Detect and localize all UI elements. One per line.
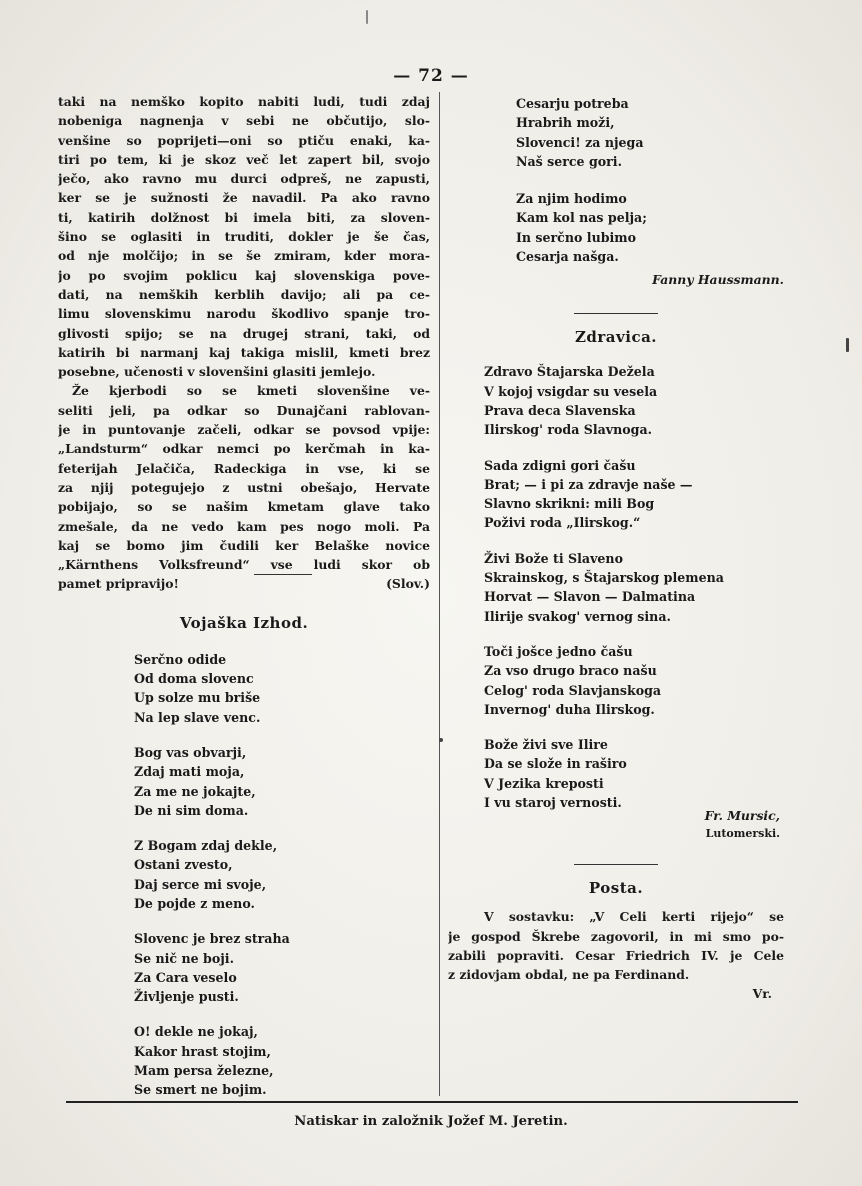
verse-line: Celog' roda Slavjanskoga [484, 682, 662, 698]
note-line: z zidovjam obdal, ne pa Ferdinand. [448, 967, 690, 983]
text-line: tiri po tem, ki je skoz več let zapert bil, svojo [58, 151, 430, 167]
verse-line: Cesarju potreba [516, 96, 629, 111]
stanza [134, 743, 430, 820]
verse-line: Kakor hrast stojim, [134, 1043, 271, 1059]
text-line: nobeniga nagnenja v sebi ne občutijo, slo- [58, 113, 430, 129]
text-line: kaj se bomo jim čudili ker Belaške novice [58, 537, 430, 553]
verse-line: Slavno skrikni: mili Bog [484, 496, 655, 512]
verse-line: Zdravo Štajarska Dežela [484, 364, 655, 380]
verse-line: Ostani zvesto, [134, 857, 233, 873]
verse-line: Ilirije svakog' vernog sina. [484, 608, 671, 624]
stanza [134, 650, 430, 727]
text-line: katirih bi narmanj kaj takiga mislil, kmeti brez [58, 344, 430, 360]
verse-line: Horvat — Slavon — Dalmatina [484, 589, 696, 605]
verse-line: Ilirskog' roda Slavnoga. [484, 422, 653, 438]
text-line: ječo, ako ravno mu durci odpreš, ne zapusti, [58, 171, 430, 187]
print-speck [366, 10, 368, 24]
footer-rule [66, 1101, 798, 1103]
text-line: jo po svojim poklicu kaj slovenskiga pove- [58, 267, 430, 283]
author-place: Lutomerski. [705, 827, 780, 841]
verse-line: V Jezika kreposti [484, 775, 604, 791]
verse-line: De ni sim doma. [134, 802, 249, 818]
verse-line: Invernog' duha Ilirskog. [484, 701, 655, 717]
print-speck [846, 338, 849, 352]
verse-line: O! dekle ne jokaj, [134, 1024, 258, 1040]
verse-line: Hrabrih moži, [516, 115, 615, 131]
text-line: venšine so popriјeti—oni so ptiču enaki, ka- [58, 132, 430, 148]
verse-line: V kojoj vsigdar su vesela [484, 383, 658, 399]
verse-line: Se nič ne boji. [134, 950, 234, 966]
verse-line: Mam persa železne, [134, 1063, 274, 1079]
text-line: feterijah Jelačiča, Radeckiga in vse, ki se [58, 460, 430, 476]
right-column [448, 94, 784, 1003]
stanza [516, 94, 784, 171]
note-signature: Vr. [752, 985, 772, 1001]
verse-line: Zdaj mati moja, [134, 764, 245, 780]
verse-line: Poživi roda „Ilirskog.“ [484, 515, 641, 531]
imprint-footer: Natiskar in založnik Jožef M. Jeretin. [294, 1114, 568, 1129]
text-line: posebne, učenosti v slovenšini glasiti jemlejo. [58, 364, 376, 380]
left-column [58, 92, 430, 1100]
text-line: šino se oglasiti in truditi, dokler je še čas, [58, 229, 430, 245]
stanza [484, 549, 784, 626]
author-haussmann: Fanny Haussmann. [652, 272, 784, 288]
article-end-text: pamet pripravijo! [58, 576, 179, 592]
verse-line: Za Cara veselo [134, 969, 237, 985]
text-line: taki na nemško kopito nabiti ludi, tudi zdaj [58, 94, 430, 109]
poem-zdravica [448, 362, 784, 812]
author-mursic: Fr. Mursic, [704, 808, 780, 824]
verse-line: Za vso drugo braco našu [484, 663, 657, 679]
column-divider [439, 92, 440, 1096]
verse-line: Naš serce gori. [516, 153, 622, 169]
text-line: zmešale, da ne vedo kam pes nogo moli. Pa [58, 518, 430, 534]
verse-line: Z Bogam zdaj dekle, [134, 838, 278, 854]
verse-line: Se smert ne bojim. [134, 1082, 267, 1098]
short-divider [254, 574, 312, 593]
note-title: Posta. [588, 879, 644, 898]
section-divider [574, 313, 658, 314]
verse-line: In serčno lubimo [516, 229, 637, 245]
verse-line: Brat; — i pi za zdravje naše — [484, 476, 693, 492]
poem-vojaska [58, 650, 430, 1100]
verse-line: Slovenci! za njega [516, 134, 644, 150]
text-line: je in puntovanje začeli, odkar se povsod vpije: [58, 422, 430, 438]
stanza [484, 735, 784, 812]
stanza [134, 836, 430, 913]
verse-line: Na lep slave venc. [134, 709, 261, 725]
stanza [134, 929, 430, 1006]
stanza [134, 1022, 430, 1099]
verse-line: Daj serce mi svoje, [134, 876, 267, 892]
note-line: zabili popraviti. Cesar Friedrich IV. je Cele [448, 947, 784, 963]
text-line: „Kärnthens Volksfreund“ vse ludi skor ob [58, 557, 430, 573]
verse-line: Kam kol nas pelja; [516, 210, 647, 226]
verse-line: Bog vas obvarji, [134, 744, 247, 760]
text-line: glivosti spijo; se na drugej strani, taki, od [58, 325, 430, 341]
text-line: od nje molčijo; in se še zmiram, kder mora- [58, 248, 430, 264]
text-line: dati, na nemških kerblih davijo; ali pa ce- [58, 286, 430, 302]
stanza [484, 456, 784, 533]
verse-line: Za me ne jokajte, [134, 783, 256, 799]
stanza [484, 362, 784, 439]
text-line: „Landsturm“ odkar nemci po kerčmah in ka- [58, 441, 430, 457]
text-line: ker se je sužnosti že navadil. Pa ako ravno [58, 190, 430, 206]
verse-line: Sada zdigni gori čašu [484, 457, 636, 473]
verse-line: Od doma slovenc [134, 671, 254, 687]
verse-line: Serčno odide [134, 651, 227, 667]
verse-line: Prava deca Slavenska [484, 402, 636, 418]
correction-note [448, 907, 784, 984]
verse-line: Slovenc je brez straha [134, 931, 290, 947]
verse-line: Toči jošce jedno čašu [484, 643, 633, 659]
article-end-line [58, 574, 430, 593]
article-text [58, 92, 430, 574]
print-speck [439, 738, 443, 742]
note-line: V sostavku: „V Celi kerti rijejo“ se [484, 909, 784, 925]
verse-line: Da se slože in raširo [484, 756, 627, 772]
verse-line: Up solze mu briše [134, 690, 261, 706]
section-divider-2 [574, 864, 658, 865]
verse-line: Za njim hodimo [516, 191, 627, 207]
verse-line: Skrainskog, s Štajarskog plemena [484, 570, 724, 586]
text-line: limu slovenskimu narodu škodlivo spanje tro- [58, 306, 430, 322]
text-line: Že kjerbodi so se kmeti slovenšine ve- [72, 383, 430, 399]
text-line: seliti jeli, pa odkar so Dunajčani rablovan- [58, 402, 430, 418]
verse-line: I vu staroj vernosti. [484, 795, 622, 811]
text-line: ti, katirih dolžnost bi imela biti, za sloven- [58, 209, 430, 225]
note-line: je gospod Škrebe zagovoril, in mi smo po- [448, 928, 784, 944]
poem-title-zdravica: Zdravica. [574, 328, 658, 347]
stanza [484, 642, 784, 719]
verse-line: Cesarja našga. [516, 249, 619, 265]
article-source: (Slov.) [386, 576, 430, 592]
verse-line: De pojde z meno. [134, 895, 255, 911]
verse-line: Življenje pusti. [134, 989, 239, 1005]
verse-line: Bože živi sve Ilire [484, 737, 608, 753]
text-line: za njij potegujejo z ustni obešajo, Hervate [58, 479, 430, 495]
poem-title-vojaska: Vojaška Izhod. [179, 613, 309, 632]
page-number: — 72 — [393, 66, 469, 86]
verse-line: Živi Bože ti Slaveno [484, 550, 623, 566]
text-line: pobijajo, so se našim kmetam glave tako [58, 499, 430, 515]
poem-continuation [448, 94, 784, 266]
stanza [516, 189, 784, 266]
